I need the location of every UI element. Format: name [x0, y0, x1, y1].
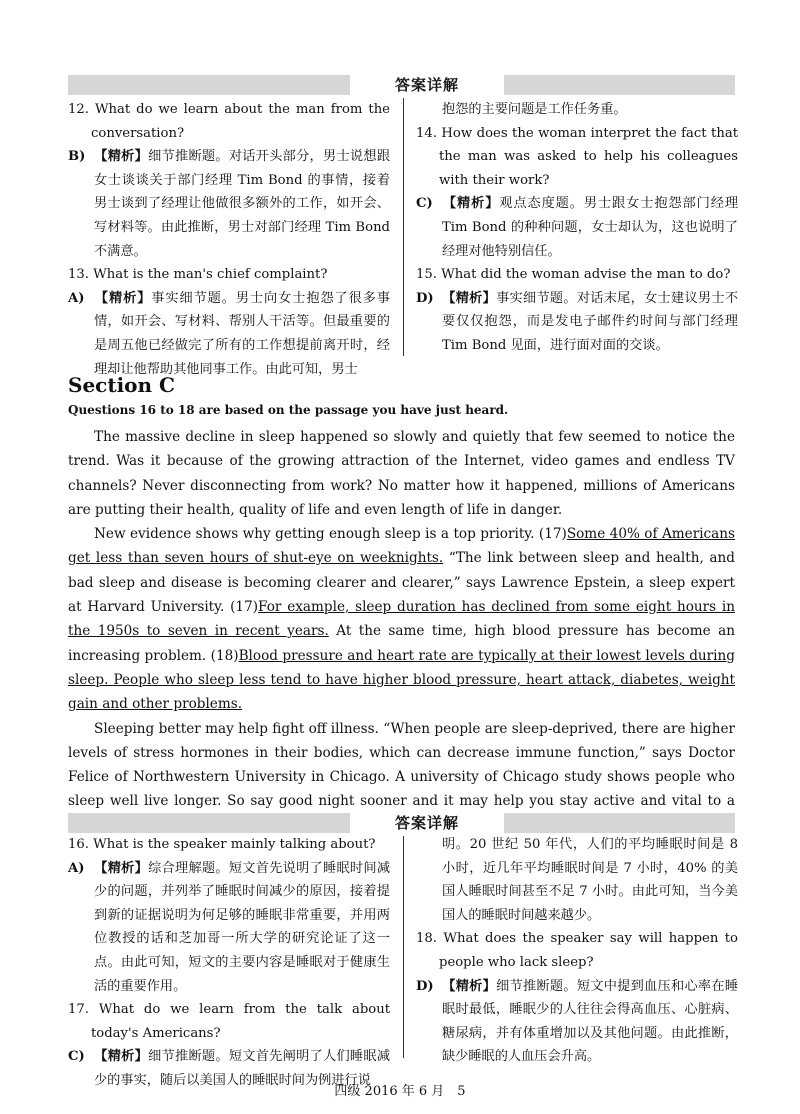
answer-detail-header-bottom: [68, 813, 735, 833]
answers-top-right: [416, 98, 738, 358]
answer-detail-header-top: [68, 75, 735, 95]
answer-18: D) 【精析】细节推断题。短文中提到血压和心率在睡眠时最低，睡眠少的人往往会得高血压、心脏病、糖尿病，并有体重增加以及其他问题。由此推断，缺少睡眠的人血压会升高。: [416, 978, 739, 1065]
column-divider: [403, 836, 404, 1058]
section-title: Section C: [68, 373, 175, 397]
answer-15: D) 【精析】事实细节题。对话末尾，女士建议男士不要仅仅抱怨，而是发电子邮件约时间与部门经理 Tim Bond 见面，进行面对面的交谈。: [416, 290, 739, 353]
question-18: 18. What does the speaker say will happen to people who lack sleep?: [416, 931, 738, 970]
questions-info: Questions 16 to 18 are based on the passage you have just heard.: [68, 403, 509, 417]
question-12: 12. What do we learn about the man from the conversation?: [68, 102, 390, 141]
underlined-answer-17b: For example, sleep duration has declined from some eight hours in the 1950s to seven in recent years.: [68, 599, 735, 640]
question-17: 17. What do we learn from the talk about today's Americans?: [68, 1002, 390, 1041]
answer-17: C) 【精析】细节推断题。短文首先阐明了人们睡眠减少的事实，随后以美国人的睡眠时间为例进行说: [68, 1049, 391, 1088]
answer-12: B) 【精析】细节推断题。对话开头部分，男士说想跟女士谈谈关于部门经理 Tim Bond 的事情，接着男士谈到了经理让他做很多额外的工作，如开会、写材料等。由此推断，男士对部门经理 Tim Bond 不满意。: [68, 149, 391, 259]
answers-bottom-right: [416, 833, 738, 1069]
question-15: 15. What did the woman advise the man to do?: [416, 267, 731, 283]
underlined-answer-17a: Some 40% of Americans get less than seven hours of shut-eye on weeknights.: [68, 526, 736, 567]
answers-top-left: [68, 98, 390, 381]
header-title: 答案详解: [394, 814, 459, 832]
question-16: 16. What is the speaker mainly talking about?: [68, 837, 376, 852]
page-footer: 四级 2016 年 6 月 5: [334, 1084, 466, 1099]
answer-13: A) 【精析】事实细节题。男士向女士抱怨了很多事情，如开会、写材料、帮别人干活等。但最重要的是周五他已经做完了所有的工作想提前离开时，经理却让他帮助其他同事工作。由此可知，男士: [68, 290, 391, 377]
question-14: 14. How does the woman interpret the fact that the man was asked to help his colleagues with their work?: [416, 125, 738, 188]
passage-paragraph-1: The massive decline in sleep happened so slowly and quietly that few seemed to notice the trend. Was it because of the growing attraction of the Internet, video games and endless TV channels? Never disconnecting from work? No matter how it happened, millions of Americans are putting their health, quality of life and even length of life in danger.: [68, 429, 735, 518]
header-title: 答案详解: [394, 76, 459, 94]
underlined-answer-18: Blood pressure and heart rate are typically at their lowest levels during sleep. People who sleep less tend to have higher blood pressure, heart attack, diabetes, weight gain and other problems.: [68, 647, 735, 713]
answer-13-continued: 抱怨的主要问题是工作任务重。: [442, 102, 627, 117]
listening-passage: [68, 425, 735, 838]
answers-bottom-left: [68, 833, 390, 1093]
column-divider: [403, 98, 404, 356]
answer-17-continued: 明。20 世纪 50 年代，人们的平均睡眠时间是 8 小时，近几年平均睡眠时间是 7 小时，40% 的美国人睡眠时间甚至不足 7 小时。由此可知，当今美国人的睡眠时间越来越少。: [442, 837, 738, 923]
answer-16: A) 【精析】综合理解题。短文首先说明了睡眠时间减少的问题，并列举了睡眠时间减少的原因，接着提到新的证据说明为何足够的睡眠非常重要，并用两位教授的话和芝加哥一所大学的研究论证了这一点。由此可知，短文的主要内容是睡眠对于健康生活的重要作用。: [68, 860, 391, 994]
passage-paragraph-2: New evidence shows why getting enough sleep is a top priority. (17)Some 40% of Americans get less than seven hours of shut-eye on weeknights. “The link between sleep and health, and bad sleep and disease is becoming clearer and clearer,” says Lawrence Epstein, a sleep expert at Harvard University. (17)For example, sleep duration has declined from some eight hours in the 1950s to seven in recent years. At the same time, high blood pressure has become an increasing problem. (18)Blood pressure and heart rate are typically at their lowest levels during sleep. People who sleep less tend to have higher blood pressure, heart attack, diabetes, weight gain and other problems.: [68, 526, 736, 713]
passage-paragraph-3: Sleeping better may help fight off illness. “When people are sleep-deprived, there are higher levels of stress hormones in their bodies, which can decrease immune function,” says Doctor Felice of Northwestern University in Chicago. A university of Chicago study shows people who sleep well live longer. So say good night sooner and it may help you stay active and vital to a: [68, 720, 735, 810]
question-13: 13. What is the man's chief complaint?: [68, 267, 328, 283]
answer-14: C) 【精析】观点态度题。男士跟女士抱怨部门经理 Tim Bond 的种种问题，女士却认为，这也说明了经理对他特别信任。: [416, 196, 739, 259]
